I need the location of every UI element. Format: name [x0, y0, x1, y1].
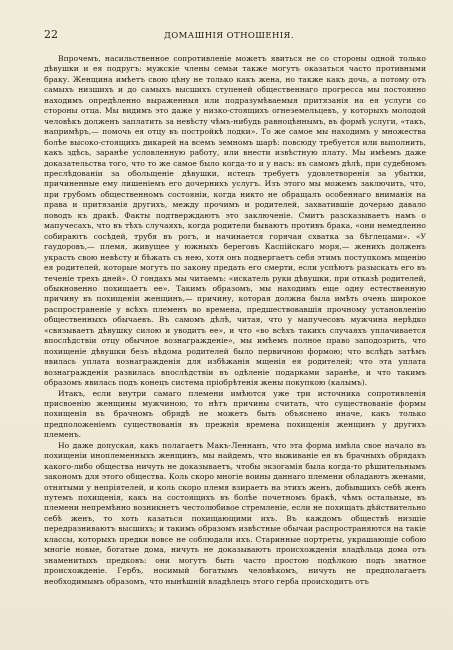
body-text: [44, 54, 426, 587]
page-number: 22: [44, 28, 58, 41]
paragraph: Итакъ, если внутри самаго племени имѣются уже три источника сопротивленія присвоенію женщины мужчиною, то нѣтъ причины считать, что существованіе формы похищенія въ брачномъ обрядѣ не можетъ быть объяснено иначе, какъ только предположеніемъ существованія въ прежнія времена похищенія женщинъ у другихъ племенъ.: [44, 388, 426, 440]
page-header: [44, 28, 429, 44]
paragraph: Но даже допуская, какъ полагаетъ Макъ-Леннанъ, что эта форма имѣла свое начало въ похищеніи иноплеменныхъ женщинъ, мы найдемъ, что выживаніе ея въ брачныхъ обрядахъ какого-либо общества ничуть не доказываетъ, чтобы экзогамія была когда-то рѣшительнымъ закономъ для этого общества. Коль скоро многіе воины даннаго племени обладаютъ женами, отнятыми у непріятелей, и коль скоро племя взираетъ на этихъ женъ, добывшихъ себѣ женъ путемъ похищенія, какъ на состоящихъ въ болѣе почетномъ бракѣ, чѣмъ остальные, въ племени непремѣнно возникнетъ честолюбивое стремленіе, если не похищать дѣйствительно себѣ женъ, то хоть казаться похищающими ихъ. Въ каждомъ обществѣ низшіе передразниваютъ высшихъ; и такимъ образомъ извѣстные обычаи распространяются на такіе классы, которыхъ предки вовсе не соблюдали ихъ. Старинные портреты, украшающіе собою многіе новые, богатые дома, ничуть не доказываютъ происхожденія владѣльца дома отъ знаменитыхъ предковъ: они могутъ быть часто простою подѣлкою подъ знатное происхожденіе. Гербъ, носимый богатымъ человѣкомъ, ничуть не предполагаетъ необходимымъ образомъ, что нынѣшній владѣлецъ этого герба происходитъ отъ: [44, 440, 426, 586]
paragraph: Впрочемъ, насильственное сопротивленіе можетъ явиться не со стороны одной только дѣвушки и ея подругъ: мужскіе члены семьи также могутъ оказаться часто противными браку. Женщина имѣетъ свою цѣну не только какъ жена, но также какъ дочь, а потому отъ самыхъ низшихъ и до самыхъ высшихъ ступеней общественнаго прогресса мы постоянно находимъ опредѣленно выраженныя или подразумѣваемыя притязанія на ея услуги со стороны отца. Мы видимъ это даже у низко-стоящихъ огнеземельцевъ, у которыхъ молодой человѣкъ долженъ заплатить за невѣсту чѣмъ-нибудь равноцѣннымъ, въ формѣ услуги, «такъ, напримѣръ,— помочь ея отцу въ постройкѣ лодки». То же самое мы находимъ у множества болѣе высоко-стоящихъ дикарей на всемъ земномъ шарѣ: повсюду требуется или выполнить, какъ здѣсь, заранѣе условленную работу, или внести извѣстную плату. Мы имѣемъ даже доказательства того, что то же самое было когда-то и у насъ: въ самомъ дѣлѣ, при судебномъ преслѣдованіи за обольщеніе дѣвушки, истецъ требуетъ удовлетворенія за убытки, причиненные ему лишеніемъ его дочернихъ услугъ. Изъ этого мы можемъ заключить, что, при грубомъ общественномъ состояніи, когда никто не обращалъ особеннаго вниманія на права и притязанія другихъ, между прочимъ и родителей, захватившіе дочерью давало поводъ къ дракѣ. Факты подтверждаютъ это заключеніе. Смитъ разсказываетъ намъ о мапучесахъ, что въ тѣхъ случаяхъ, когда родители бываютъ противъ брака, «они немедленно собираютъ сосѣдей, трубя въ рогъ, и начинается горячая схватка за бѣглецами». «У гаудоровъ,— племя, живущее у южныхъ береговъ Каспійскаго моря,— женихъ долженъ украсть свою невѣсту и бѣжать съ нею, хотя онъ подвергаетъ себя этимъ поступкомъ мщенію ея родителей, которые могутъ по закону предать его смерти, если успѣютъ разыскать его въ теченіе трехъ дней». О гондахъ мы читаемъ: «искатель руки дѣвушки, при отказѣ родителей, обыкновенно похищаетъ ее». Такимъ образомъ, мы находимъ еще одну естественную причину въ похищеніи женщинъ,— причину, которая должна была имѣть очень широкое распространеніе у всѣхъ племенъ во времена, предшествовавшія прочному установленію общественныхъ обычаевъ. Въ самомъ дѣлѣ, читая, что у мапучесовъ мужчина нерѣдко «связываетъ дѣвушку силою и уводитъ ее», и что «во всѣхъ такихъ случаяхъ уплачивается впослѣдствіи отцу обычное вознагражденіе», мы имѣемъ полное право заподозрить, что похищеніе дѣвушки безъ вѣдома родителей было первичною формою; что вслѣдъ затѣмъ явилась уплата вознагражденія для избѣжанія мщенія ея родителей; что эта уплата вознагражденія развилась впослѣдствіи въ одѣленіе подарками заранѣе, и что такимъ образомъ явилась подъ конецъ система пріобрѣтенія жены покупкою (калымъ).: [44, 54, 426, 388]
running-title: ДОМАШНІЯ ОТНОШЕНІЯ.: [164, 31, 294, 41]
